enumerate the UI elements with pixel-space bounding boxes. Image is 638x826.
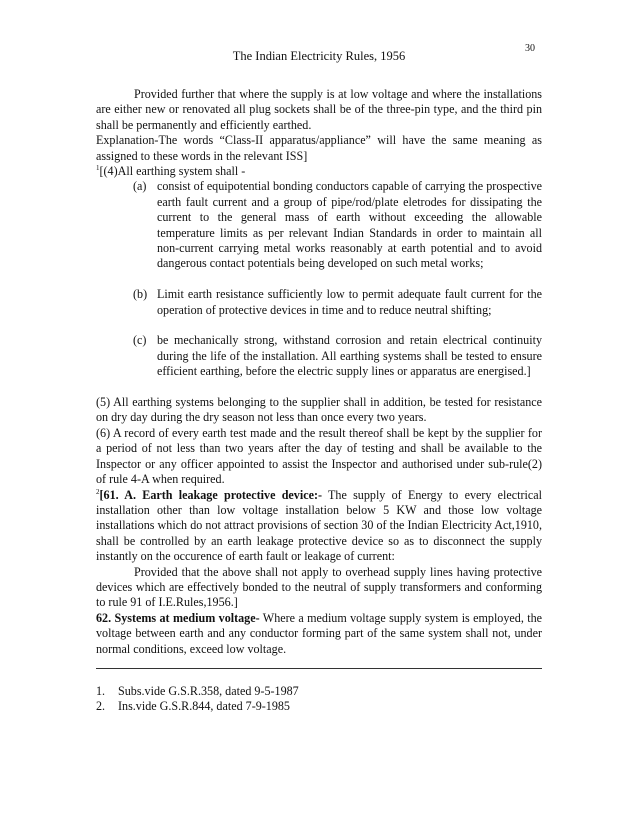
rule-4-intro	[96, 164, 542, 179]
footnote-1	[96, 684, 299, 699]
rule-6-paragraph: (6) A record of every earth test made and the result thereof shall be kept by the supplier for a period of not less than two years after the day of testing and shall be available to the Inspector or any officer appointed to assist the Inspector and authorised under sub-rule(2) of rule 4-A when required.	[96, 425, 542, 487]
list-marker: (a)	[133, 179, 147, 194]
rule-5-paragraph: (5) All earthing systems belonging to the supplier shall in addition, be tested for resistance on dry day during the dry season not less than once every two years.	[96, 395, 542, 425]
list-item-a	[133, 179, 542, 271]
explanation-paragraph: Explanation-The words “Class-II apparatus/appliance” will have the same meaning as assigned to these words in the relevant ISS]	[96, 133, 542, 163]
list-item-b	[133, 287, 542, 318]
document-body	[96, 87, 542, 657]
footnotes	[96, 684, 299, 715]
rule-62-paragraph	[96, 611, 542, 657]
footnote-text: Ins.vide G.S.R.844, dated 7-9-1985	[118, 699, 290, 714]
proviso-paragraph: Provided further that where the supply is at low voltage and where the installations are either new or renovated all plug sockets shall be of the three-pin type, and the third pin shall be permanently and efficiently earthed.	[96, 87, 542, 132]
page-number: 30	[525, 43, 535, 54]
footnote-text: Subs.vide G.S.R.358, dated 9-5-1987	[118, 684, 299, 698]
list-item-text: be mechanically strong, withstand corrosion and retain electrical continuity during the life of the installation. All earthing systems shall be tested to ensure efficient earthing, before the electric supply lines or apparatus are energised.]	[157, 333, 542, 379]
rule-61a-paragraph	[96, 488, 542, 565]
list-marker: (b)	[133, 287, 148, 302]
footnote-marker: 1.	[96, 684, 106, 698]
list-marker: (c)	[133, 333, 147, 348]
rule-61a-heading: [61. A. Earth leakage protective device:-	[99, 487, 322, 502]
proviso-paragraph-2: Provided that the above shall not apply to overhead supply lines having protective devices which are effectively bonded to the neutral of supply transformers and conforming to rule 91 of I.E.Rules,1956.]	[96, 564, 542, 610]
rule-62-text: Where a medium voltage supply system is employed, the voltage between earth and any conductor forming part of the same system shall not, under normal conditions, exceed low voltage.	[96, 610, 542, 656]
footnote-marker: 2.	[96, 699, 106, 714]
list-item-text: consist of equipotential bonding conductors capable of carrying the prospective earth fault current and a group of pipe/rod/plate eletrodes for dissipating the current to the general mass of earth without exceeding the allowable temperature limits as per relevant Indian Standards in order to maintain all non-current carrying metal works reasonably at earth potential and to avoid dangerous contact potentials being developed on such metal works;	[157, 179, 542, 271]
footnote-ref-1: 1	[96, 164, 100, 173]
footnote-divider	[96, 668, 542, 669]
running-header: The Indian Electricity Rules, 1956	[232, 49, 406, 63]
rule-62-heading: 62. Systems at medium voltage-	[96, 610, 260, 625]
footnote-2	[96, 699, 299, 714]
list-item-text: Limit earth resistance sufficiently low to permit adequate fault current for the operation of protective devices in time and to reduce neutral shifting;	[157, 287, 542, 317]
footnote-ref-2: 2	[96, 487, 100, 496]
list-item-c	[133, 333, 542, 379]
rule-61a-text: The supply of Energy to every electrical installation other than low voltage installation below 5 KW and those low voltage installations which do not attract provisions of section 30 of the Indian Electricity Act,1910, shall be controlled by an earth leakage protective device so as to disconnect the supply instantly on the occurence of earth fault or leakage of current:	[96, 487, 542, 564]
rule-4-text: [(4)All earthing system shall -	[99, 164, 246, 179]
